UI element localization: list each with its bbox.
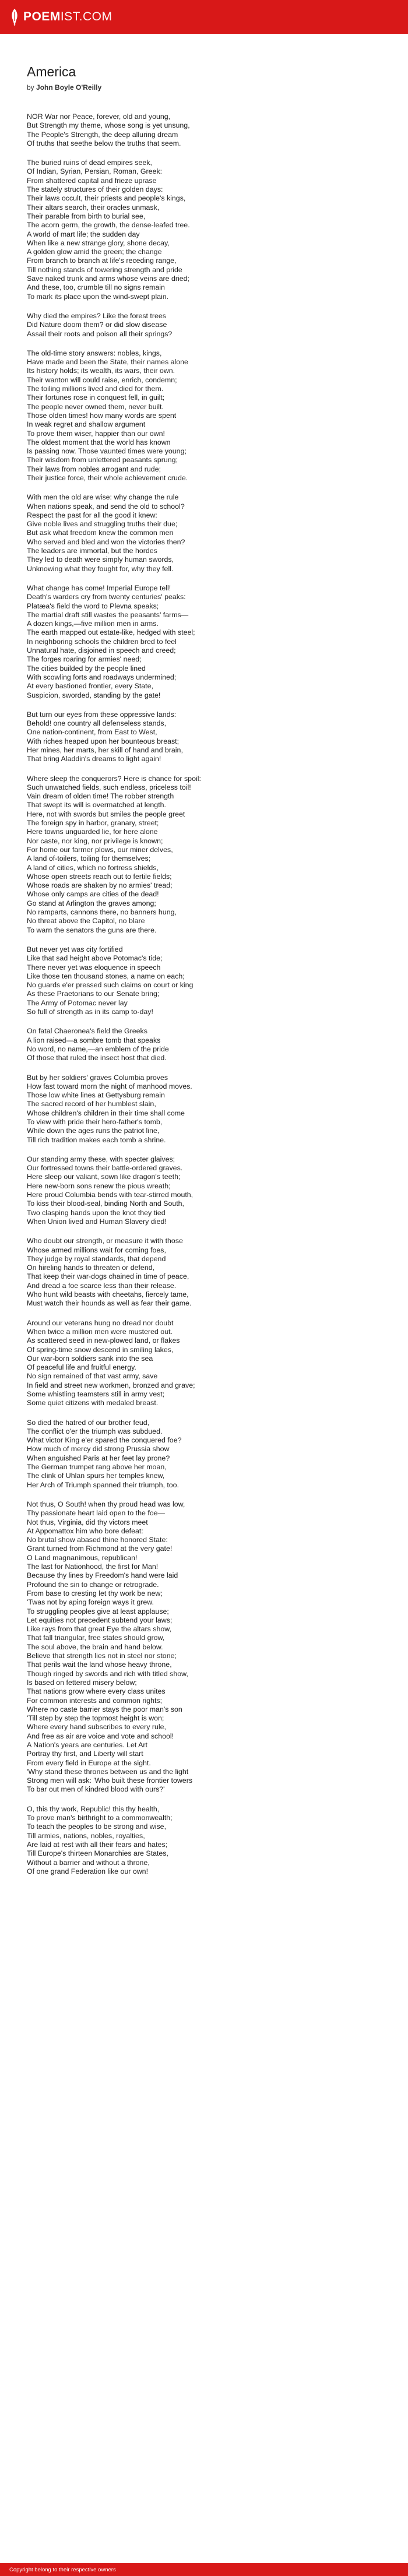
poem-line: The buried ruins of dead empires seek, xyxy=(27,159,152,167)
poem-line: Of Indian, Syrian, Persian, Roman, Greek: xyxy=(27,167,163,176)
poem-stanza xyxy=(27,945,377,1016)
poem-line: How fast toward morn the night of manhood moves. xyxy=(27,1082,192,1090)
poem-line: One nation-continent, from East to West, xyxy=(27,728,157,737)
poem-line: Save naked trunk and arms whose veins are dried; xyxy=(27,275,189,283)
poem-line: How much of mercy did strong Prussia show xyxy=(27,1445,170,1454)
poem-line: Behold! one country all defenseless stands, xyxy=(27,719,167,728)
poem-line: Their wisdom from unlettered peasants sprung; xyxy=(27,456,178,464)
poem-line: And these, too, crumble till no signs remain xyxy=(27,283,165,292)
poem-line: Thy passionate heart laid open to the foe— xyxy=(27,1509,165,1518)
poem-line: From shattered capital and frieze uprase xyxy=(27,176,157,185)
poem-line: The leaders are immortal, but the hordes xyxy=(27,547,157,555)
poem-line: O Land magnanimous, republican! xyxy=(27,1553,138,1562)
poem-line: Whose only camps are cities of the dead! xyxy=(27,890,159,899)
poem-line: No word, no name,—an emblem of the pride xyxy=(27,1044,169,1053)
poem-line: When twice a million men were mustered out. xyxy=(27,1327,173,1336)
poem-line: The clink of Uhlan spurs her temples knew, xyxy=(27,1472,165,1480)
poem-line: Of those that ruled the insect host that died. xyxy=(27,1054,167,1062)
poem-line: The people never owned them, never built. xyxy=(27,402,164,411)
poem-line: Of spring-time snow descend in smiling lakes, xyxy=(27,1345,174,1354)
poem-line: What victor King e'er spared the conquered foe? xyxy=(27,1436,182,1445)
poem-line: Whose roads are shaken by no armies' tread; xyxy=(27,881,173,890)
poem-line: Their altars search, their oracles unmask, xyxy=(27,203,160,212)
poem-line: The forges roaring for armies' need; xyxy=(27,655,142,664)
poem-line: Strong men will ask: 'Who built these frontier towers xyxy=(27,1776,193,1785)
poem-line: That keep their war-dogs chained in time of peace, xyxy=(27,1272,189,1281)
poem-line: A dozen kings,—five million men in arms. xyxy=(27,620,159,628)
poem-line: With scowling forts and roadways undermined; xyxy=(27,673,177,681)
poem-line: At Appomattox him who bore defeat: xyxy=(27,1526,143,1535)
byline-prefix: by xyxy=(27,83,34,92)
poem-line: The foreign spy in harbor, granary, street; xyxy=(27,819,159,828)
poem-line: Who hunt wild beasts with cheetahs, fiercely tame, xyxy=(27,1290,189,1299)
poem-line: Like that sad height above Potomac's tide; xyxy=(27,954,163,963)
poem-stanza xyxy=(27,710,377,764)
poem-line: Not thus, Virginia, did thy victors meet xyxy=(27,1518,148,1526)
poem-stanza xyxy=(27,493,377,573)
poem-line: To prove man's birthright to a commonwealth; xyxy=(27,1814,173,1822)
poem-line: They judge by royal standards, that depend xyxy=(27,1254,166,1263)
poem-line: Their justice force, their whole achievement crude. xyxy=(27,473,188,482)
poem-line: Two clasping hands upon the knot they tied xyxy=(27,1208,166,1217)
poem-line: Their parable from birth to burial see, xyxy=(27,212,146,220)
poem-line: As scattered seed in new-plowed land, or flakes xyxy=(27,1336,180,1345)
poem-line: The Army of Potomac never lay xyxy=(27,998,128,1007)
poem-line: Some whistling teamsters still in army vest; xyxy=(27,1390,165,1398)
poem-line: The last for Nationhood, the first for Man! xyxy=(27,1563,159,1571)
poem-line: When nations speak, and send the old to school? xyxy=(27,502,185,511)
poem-line: In field and street new workmen, bronzed and grave; xyxy=(27,1381,195,1389)
poem-stanza xyxy=(27,1500,377,1794)
poem-line: To warn the senators the guns are there. xyxy=(27,925,157,934)
poem-line: A world of mart life; the sudden day xyxy=(27,230,140,238)
poem-line: Death's warders cry from twenty centuries' peaks: xyxy=(27,593,186,601)
poem-line: Here sleep our valiant, sown like dragon's teeth; xyxy=(27,1173,181,1181)
poem-line: For home our farmer plows, our miner delves, xyxy=(27,845,173,854)
poem-line: Is based on fettered misery below; xyxy=(27,1678,137,1687)
poem-stanza xyxy=(27,312,377,339)
poem-line: To prove them wiser, happier than our own! xyxy=(27,429,165,438)
poem-line: 'Till step by step the topmost height is won; xyxy=(27,1714,164,1723)
poem-line: Unknowing what they fought for, why they fell. xyxy=(27,564,174,573)
poem-line: But Strength my theme, whose song is yet unsung, xyxy=(27,121,190,130)
poem-line: Its history holds; its wealth, its wars, their own. xyxy=(27,367,175,375)
poem-line: To teach the peoples to be strong and wise, xyxy=(27,1822,167,1831)
poem-line: While down the ages runs the patriot line, xyxy=(27,1127,160,1135)
poem-line: When Union lived and Human Slavery died! xyxy=(27,1217,167,1226)
poem-line: No sign remained of that vast army, save xyxy=(27,1372,158,1381)
poem-line: On hireling hands to threaten or defend, xyxy=(27,1264,155,1272)
poem-line: To mark its place upon the wind-swept plain. xyxy=(27,292,169,301)
poem-line: The toiling millions lived and died for them. xyxy=(27,385,164,393)
site-logo[interactable] xyxy=(9,8,112,26)
poem-line: Whose open streets reach out to fertile fields; xyxy=(27,872,172,881)
poem-line: Though ringed by swords and rich with titled show, xyxy=(27,1669,188,1678)
poem-line: The acorn germ, the growth, the dense-leafed tree. xyxy=(27,221,190,230)
poem-line: No threat above the Capitol, no blare xyxy=(27,917,145,925)
poem-line: In neighboring schools the children bred to feel xyxy=(27,637,177,646)
poem-line: Our standing army these, with specter glaives; xyxy=(27,1155,175,1163)
poem-line: Respect the past for all the good it knew: xyxy=(27,511,157,519)
poem-line: Such unwatched fields, such endless, priceless toil! xyxy=(27,783,191,791)
poem-line: But never yet was city fortified xyxy=(27,945,123,953)
poem-line: Vain dream of olden time! The robber strength xyxy=(27,792,174,801)
poem-line: They led to death were simply human swords, xyxy=(27,555,174,564)
poem-stanza xyxy=(27,1319,377,1408)
poem-line: No ramparts, cannons there, no banners hung, xyxy=(27,908,177,917)
poem-line: Give noble lives and struggling truths their due; xyxy=(27,520,178,529)
poem-line: The martial draft still wastes the peasants' farms— xyxy=(27,610,189,619)
poem-line: Nor caste, nor king, nor privilege is known; xyxy=(27,836,163,845)
poem-stanza xyxy=(27,775,377,935)
poem-line: The sacred record of her humblest slain, xyxy=(27,1100,156,1108)
poem-line: As these Praetorians to our Senate bring; xyxy=(27,990,160,998)
poem-line: From base to cresting let thy work be new; xyxy=(27,1589,163,1597)
poem-line: A golden glow amid the green; the change xyxy=(27,248,162,256)
poem-line: The conflict o'er the triumph was subdued. xyxy=(27,1427,163,1435)
poem-line: The oldest moment that the world has known xyxy=(27,438,171,446)
poem-line: So died the hatred of our brother feud, xyxy=(27,1418,150,1427)
poem-line: On fatal Chaeronea's field the Greeks xyxy=(27,1027,147,1036)
poem-stanza xyxy=(27,1027,377,1062)
poem-line: Without a barrier and without a throne, xyxy=(27,1858,150,1867)
site-header xyxy=(0,0,408,34)
poem-line: Like those ten thousand stones, a name on each; xyxy=(27,972,185,980)
poem-line: To view with pride their hero-father's tomb, xyxy=(27,1117,163,1126)
poem-line: That nations grow where every class unites xyxy=(27,1687,166,1696)
poem-line: And free as air are voice and vote and school! xyxy=(27,1732,174,1740)
footer-copyright: Copyright belong to their respective owners xyxy=(9,2566,116,2573)
poem-line: Believe that strength lies not in steel nor stone; xyxy=(27,1652,177,1660)
poem-line: Our fortressed towns their battle-ordered graves. xyxy=(27,1164,183,1173)
poem-line: The stately structures of their golden days: xyxy=(27,185,163,194)
poem-line: The earth mapped out estate-like, hedged with steel; xyxy=(27,628,195,637)
site-logo-text: POEMIST.COM xyxy=(23,10,112,23)
poem-line: NOR War nor Peace, forever, old and young, xyxy=(27,112,171,121)
poem-line: A lion raised—a sombre tomb that speaks xyxy=(27,1036,161,1044)
poem-line: What change has come! Imperial Europe tell! xyxy=(27,583,171,592)
poem-line: Some quiet citizens with medaled breast. xyxy=(27,1399,159,1407)
poem-line: Is passing now. Those vaunted times were young; xyxy=(27,447,187,456)
poem-line: Not thus, O South! when thy proud head was low, xyxy=(27,1500,185,1508)
poem-line: With men the old are wise: why change the rule xyxy=(27,493,179,502)
poem-line: O, this thy work, Republic! this thy health, xyxy=(27,1804,160,1813)
poem-line: But by her soldiers' graves Columbia proves xyxy=(27,1073,168,1082)
poem-line: Assail their roots and poison all their springs? xyxy=(27,329,173,338)
poem-line: No guards e'er pressed such claims on court or king xyxy=(27,981,194,990)
poem-line: Let equities not precedent subtend your laws; xyxy=(27,1616,173,1624)
poem-line: Till Europe's thirteen Monarchies are States, xyxy=(27,1849,168,1858)
poem-author[interactable]: John Boyle O'Reilly xyxy=(36,83,102,92)
poem-line: The cities builded by the people lined xyxy=(27,664,146,673)
quill-icon xyxy=(9,8,20,26)
poem-line: The soul above, the brain and hand below. xyxy=(27,1642,163,1651)
poem-line: Have made and been the State, their names alone xyxy=(27,358,188,367)
poem-line: When anguished Paris at her feet lay prone? xyxy=(27,1454,170,1462)
poem-line: Where no caste barrier stays the poor man's son xyxy=(27,1705,182,1713)
poem-line: Till nothing stands of towering strength and pride xyxy=(27,265,182,274)
poem-line: Those olden times! how many words are spent xyxy=(27,411,177,420)
poem-body xyxy=(27,112,377,1876)
poem-line: Of truths that seethe below the truths that seem. xyxy=(27,139,181,147)
poem-line: Like rays from that great Eye the altars show, xyxy=(27,1625,171,1634)
poem-line: Here proud Columbia bends with tear-stirred mouth, xyxy=(27,1191,194,1199)
poem-line: A land of cities, which no fortress shields, xyxy=(27,863,159,872)
poem-line: The old-time story answers: nobles, kings, xyxy=(27,349,162,357)
poem-title: America xyxy=(27,64,76,79)
poem-stanza xyxy=(27,584,377,700)
poem-line: Who doubt our strength, or measure it with those xyxy=(27,1237,183,1245)
poem-stanza xyxy=(27,112,377,148)
poem-line: From every field in Europe at the sight. xyxy=(27,1758,151,1767)
poem-line: Must watch their hounds as well as fear their game. xyxy=(27,1299,192,1308)
poem-line: Whose children's children in their time shall come xyxy=(27,1108,185,1117)
poem-line: Are laid at rest with all their fears and hates; xyxy=(27,1840,168,1849)
poem-stanza xyxy=(27,159,377,301)
poem-line: With riches heaped upon her bounteous breast; xyxy=(27,737,180,745)
poem-line: That fall triangular, free states should grow, xyxy=(27,1634,165,1642)
poem-line: There never yet was eloquence in speech xyxy=(27,963,161,972)
poem-line: From branch to branch at life's receding range, xyxy=(27,256,177,265)
poem-line: The People's Strength, the deep alluring dream xyxy=(27,130,178,139)
poem-line: Suspicion, sworded, standing by the gate! xyxy=(27,691,161,699)
poem-line: But turn our eyes from these oppressive lands: xyxy=(27,710,177,719)
poem-line: Around our veterans hung no dread nor doubt xyxy=(27,1318,174,1327)
poem-line: Till armies, nations, nobles, royalties, xyxy=(27,1831,145,1840)
poem-line: For common interests and common rights; xyxy=(27,1696,163,1705)
poem-line: To bar out men of kindred blood with ours?' xyxy=(27,1785,165,1794)
poem-line: Profound the sin to change or retrograde. xyxy=(27,1580,159,1589)
poem-stanza xyxy=(27,1155,377,1226)
poem-line: Why died the empires? Like the forest trees xyxy=(27,311,166,320)
poem-line: Of peaceful life and fruitful energy. xyxy=(27,1363,136,1372)
poem-line: Where sleep the conquerors? Here is chance for spoil: xyxy=(27,774,201,783)
poem-line: To struggling peoples give at least applause; xyxy=(27,1607,169,1616)
poem-line: Whose armed millions wait for coming foes, xyxy=(27,1245,166,1254)
poem-line: Their laws from nobles arrogant and rude; xyxy=(27,464,161,473)
poem-line: Their fortunes rose in conquest fell, in guilt; xyxy=(27,393,165,402)
poem-line: Unnatural hate, disjoined in speech and creed; xyxy=(27,646,176,655)
poem-line: No brutal show abased thine honored State: xyxy=(27,1536,168,1544)
poem-stanza xyxy=(27,1419,377,1490)
poem-stanza xyxy=(27,1237,377,1308)
poem-line: So full of strength as in its camp to-day! xyxy=(27,1008,153,1016)
poem-line: Go stand at Arlington the graves among; xyxy=(27,899,156,907)
main-content xyxy=(0,34,377,1876)
poem-line: Platæa's field the word to Plevna speaks; xyxy=(27,601,159,610)
poem-line: In weak regret and shallow argument xyxy=(27,420,146,429)
poem-line: Grant turned from Richmond at the very gate! xyxy=(27,1544,173,1553)
poem-stanza xyxy=(27,1805,377,1876)
poem-line: To kiss their blood-seal, binding North and South, xyxy=(27,1199,184,1208)
poem-line: Here towns unguarded lie, for here alone xyxy=(27,828,158,836)
poem-line: Of one grand Federation like our own! xyxy=(27,1867,149,1875)
poem-line: 'Twas not by aping foreign ways it grew. xyxy=(27,1598,154,1607)
poem-line: Those low white lines at Gettysburg remain xyxy=(27,1091,165,1100)
site-footer xyxy=(0,2563,408,2576)
poem-line: Her Arch of Triumph spanned their triumph, too. xyxy=(27,1480,180,1489)
poem-line: Here new-born sons renew the pious wreath; xyxy=(27,1181,171,1190)
poem-line: A Nation's years are centuries. Let Art xyxy=(27,1740,147,1749)
poem-line: Our war-born soldiers sank into the sea xyxy=(27,1354,153,1363)
poem-line: Who served and bled and won the victories then? xyxy=(27,537,185,546)
poem-line: When like a new strange glory, shone decay, xyxy=(27,238,170,247)
poem-line: Till rich tradition makes each tomb a shrine. xyxy=(27,1135,166,1144)
poem-line: Where every hand subscribes to every rule, xyxy=(27,1723,166,1732)
poem-stanza xyxy=(27,1074,377,1145)
poem-line: That bring Aladdin's dreams to light again! xyxy=(27,755,161,763)
poem-line: 'Why stand these thrones between us and the light xyxy=(27,1767,189,1776)
poem-line: Portray thy first, and Liberty will start xyxy=(27,1750,143,1758)
poem-line: Here, not with swords but smiles the people greet xyxy=(27,810,185,818)
poem-byline xyxy=(27,83,377,92)
poem-line: Did Nature doom them? or did slow disease xyxy=(27,321,167,329)
poem-line: Their wanton will could raise, enrich, condemn; xyxy=(27,375,177,384)
poem-line: At every bastioned frontier, every State, xyxy=(27,682,153,691)
poem-line: The German trumpet rang above her moan, xyxy=(27,1463,167,1472)
poem-line: That swept its will is overmatched at length. xyxy=(27,801,166,810)
poem-line: A land of-toilers, toiling for themselves; xyxy=(27,854,151,863)
poem-line: Her mines, her marts, her skill of hand and brain, xyxy=(27,746,183,754)
poem-line: Because thy lines by Freedom's hand were laid xyxy=(27,1571,178,1580)
poem-line: And dread a foe scarce less than their release. xyxy=(27,1281,177,1290)
poem-line: That perils wait the land whose heavy throne, xyxy=(27,1660,172,1669)
poem-line: But ask what freedom knew the common men xyxy=(27,529,174,537)
poem-line: Their laws occult, their priests and people's kings, xyxy=(27,194,186,203)
poem-stanza xyxy=(27,349,377,483)
